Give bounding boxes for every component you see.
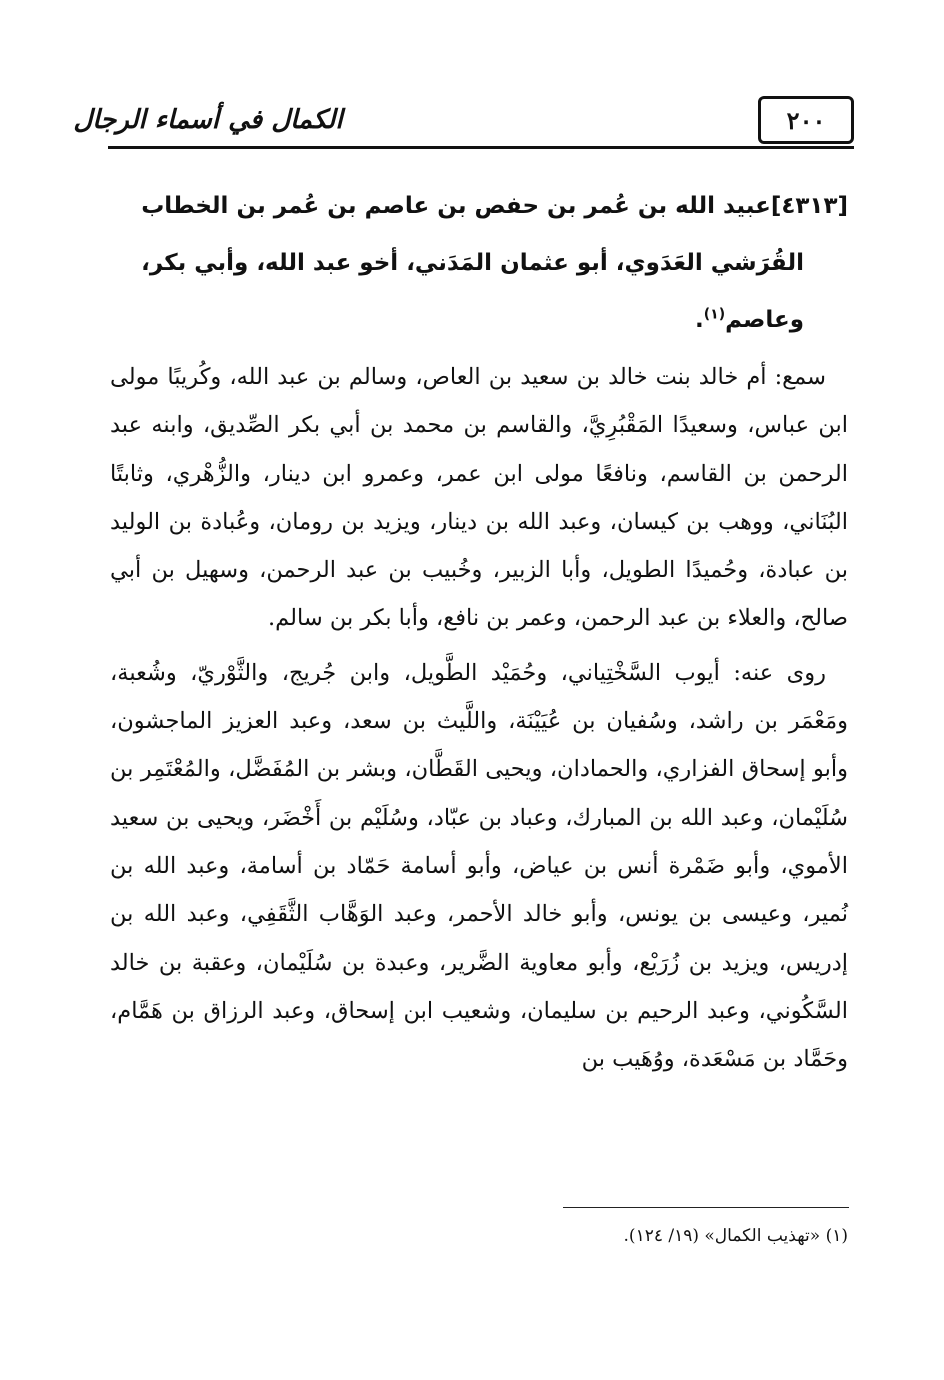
page-header	[73, 96, 854, 152]
entry-number: [٤٣١٣]	[770, 193, 848, 219]
footnote: (١) «تهذيب الكمال» (١٩/ ١٢٤).	[623, 1226, 848, 1246]
entry-heading-line3: وعاصم	[725, 307, 804, 333]
footnote-separator	[563, 1207, 849, 1208]
page-content	[110, 178, 848, 1083]
paragraph-narrated: روى عنه: أيوب السَّخْتِياني، وحُمَيْد الطَّويل، وابن جُريج، والثَّوْريّ، وشُعبة، ومَعْمَر بن راشد، وسُفيان بن عُيَيْنَة، واللَّيث بن سعد، وعبد العزيز الماجشون، وأبو إسحاق الفزاري، والحمادان، ويحيى القَطَّان، وبشر بن المُفَضَّل، والمُعْتَمِر بن سُلَيْمان، وعبد الله بن المبارك، وعباد بن عبّاد، وسُلَيْم بن أَخْضَر، ويحيى بن سعيد الأموي، وأبو ضَمْرة أنس بن عياض، وأبو أسامة حَمّاد بن أسامة، وعبد الله بن نُمير، وعيسى بن يونس، وأبو خالد الأحمر، وعبد الوَهَّاب الثَّقَفِي، وعبد الله بن إدريس، ويزيد بن زُرَيْع، وأبو معاوية الضَّرير، وعبدة بن سُلَيْمان، وعقبة بن خالد السَّكُوني، وعبد الرحيم بن سليمان، وشعيب ابن إسحاق، وعبد الرزاق بن هَمَّام، وحَمَّاد بن مَسْعَدة، ووُهَيب بن	[110, 659, 848, 1073]
entry-heading	[110, 178, 848, 349]
page-number: ٢٠٠	[758, 96, 854, 144]
entry-heading-line1: عبيد الله بن عُمر بن حفص بن عاصم بن عُمر بن الخطاب	[141, 193, 771, 219]
entry-heading-end: .	[694, 307, 704, 333]
footnote-reference[interactable]: (١)	[703, 306, 726, 323]
running-title: الكمال في أسماء الرجال	[73, 105, 343, 135]
paragraph-heard: سمع: أم خالد بنت خالد بن سعيد بن العاص، وسالم بن عبد الله، وكُريبًا مولى ابن عباس، وسعيدًا المَقْبُرِيَّ، والقاسم بن محمد بن أبي بكر الصِّديق، وابنه عبد الرحمن بن القاسم، ونافعًا مولى ابن عمر، وعمرو ابن دينار، والزُّهْري، وثابتًا البُنَاني، ووهب بن كيسان، وعبد الله بن دينار، ويزيد بن رومان، وعُبادة بن الوليد بن عبادة، وحُميدًا الطويل، وأبا الزبير، وخُبيب بن عبد الرحمن، وسهيل بن أبي صالح، والعلاء بن عبد الرحمن، وعمر بن نافع، وأبا بكر بن سالم.	[110, 364, 848, 632]
entry-heading-line2: القُرَشي العَدَوي، أبو عثمان المَدَني، أخو عبد الله، وأبي بكر،	[141, 250, 804, 276]
header-rule	[108, 146, 854, 149]
